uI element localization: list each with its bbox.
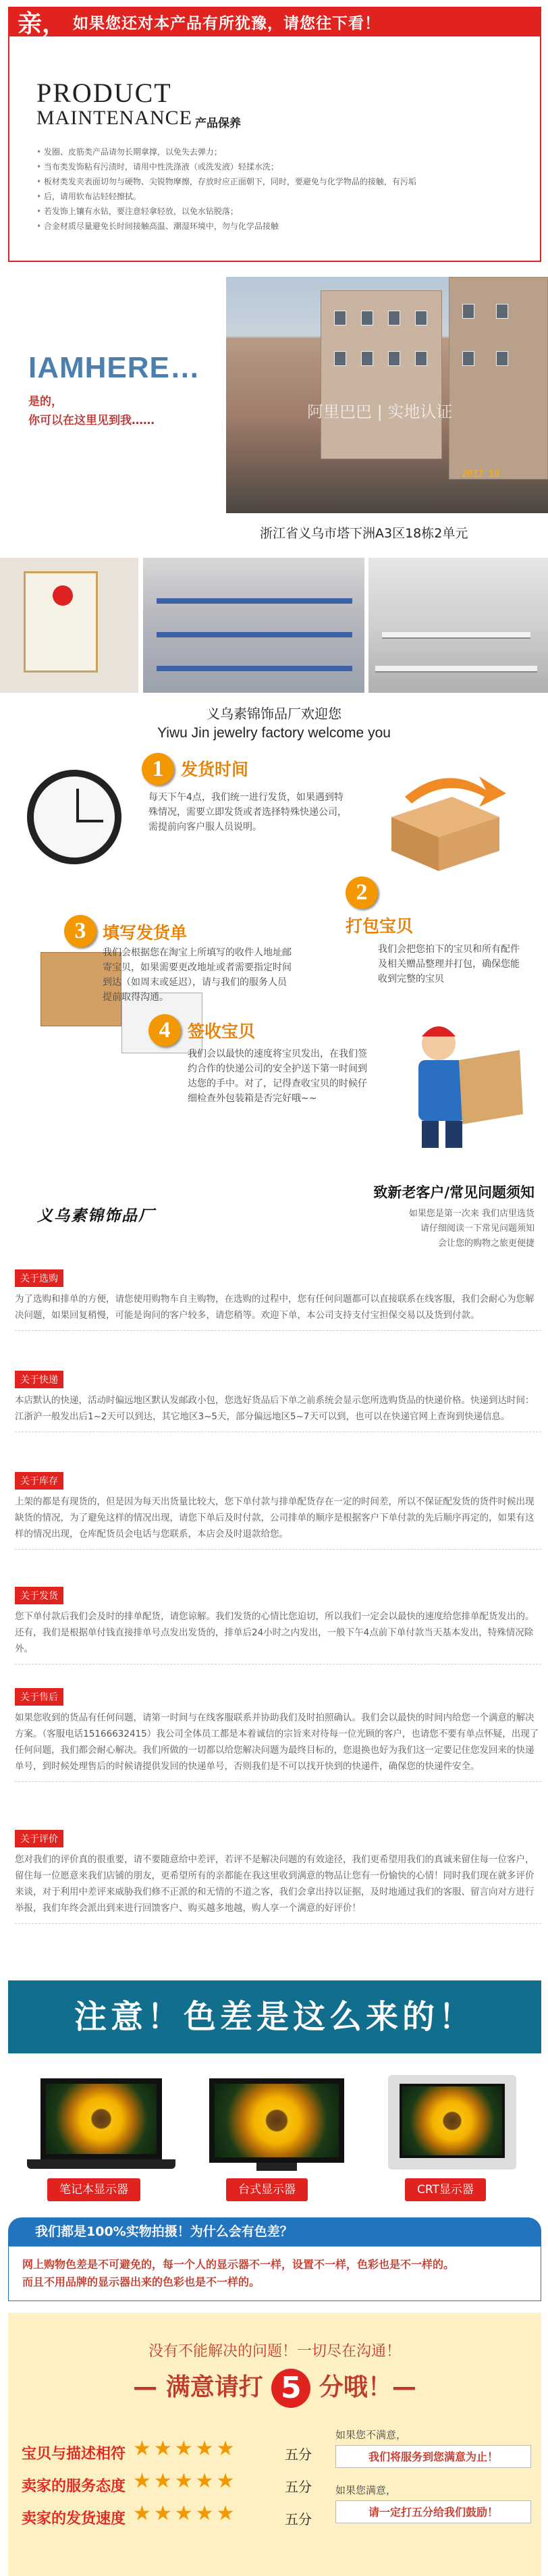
star-rating-icon: ★★★★★ — [133, 2502, 238, 2525]
shelf — [157, 598, 352, 604]
rating-label: 卖家的服务态度 — [22, 2478, 126, 2495]
rating-label: 卖家的发货速度 — [22, 2511, 126, 2527]
faq-tag: 关于售后 — [15, 1688, 63, 1706]
desk — [382, 632, 530, 639]
faq-tag: 关于快递 — [15, 1371, 63, 1388]
welcome-cn: 义乌素锦饰品厂欢迎您 — [207, 706, 341, 722]
sunflower-screen — [400, 2084, 505, 2158]
list-item: • 后，请用软布沾轻轻擦拭。 — [36, 189, 536, 204]
laptop-base — [27, 2159, 175, 2169]
factory-photos — [0, 558, 548, 696]
satisfaction-top: 没有不能解决的问题！一切尽在沟通！ — [148, 2343, 401, 2360]
top-banner — [8, 7, 541, 36]
clock-hand — [76, 820, 103, 822]
step-text: 我们会把您拍下的宝贝和所有配件及相关赠品整理并打包，确保您能收到完整的宝贝 — [378, 944, 520, 984]
window — [415, 311, 427, 325]
step-number: 1 — [142, 753, 174, 785]
faq-body: 如果您收到的货品有任何问题，请第一时间与在线客服联系并协助我们及时拍照确认。我们会以最快的时间内给您一个满意的解决方案。（客服电话15166632415）我公司全体员工都是本着诚信的宗旨来对待每一位光顾的客户，也请您不要有单点怀疑，出现了任何问题，我们都会耐心解决。我们所做的一切都以给您解决问题为最终目标的，您退换也好为我们这一定要记住您发回来的快递单号，到时候处理售后的时候请提供发回的快递单号，否则我们是不可以找开快到的快递件，确保您的快递件安全。 — [15, 1710, 541, 1782]
faq-note: 会让您的购物之旅更便捷 — [437, 1238, 535, 1248]
list-item: • 发圈、皮筋类产品请勿长期拿撑，以免失去弹力； — [36, 144, 536, 159]
unhappy-label: 如果您不满意， — [335, 2429, 407, 2441]
sunflower-screen — [40, 2078, 162, 2159]
window — [388, 351, 400, 366]
list-item: • 若发饰上镶有水钻，要注意轻拿轻放，以免水钻脱落； — [36, 204, 536, 219]
step-title: 签收宝贝 — [188, 1022, 256, 1041]
faq-item-aftersales — [15, 1688, 541, 1782]
here-line-2: 你可以在这里见到我…… — [28, 414, 155, 427]
answer-line: 网上购物色差是不可避免的，每一个人的显示器不一样，设置不一样，色彩也是不一样的。 — [22, 2258, 455, 2271]
list-item: • 当布类发饰粘有污渍时，请用中性洗涤液（或洗发液）轻揉水洗； — [36, 159, 536, 174]
satisfaction-main — [8, 2368, 541, 2408]
five-badge: 5 — [271, 2369, 310, 2408]
faq-header — [0, 1155, 548, 1248]
step-number: 4 — [148, 1014, 181, 1047]
faq-list — [0, 1269, 548, 1972]
window — [462, 304, 474, 319]
window — [334, 351, 346, 366]
window — [361, 311, 373, 325]
license-certificate — [24, 571, 98, 673]
star-rating-icon: ★★★★★ — [133, 2437, 238, 2461]
color-diff-header — [8, 1980, 541, 2053]
rating-label: 宝贝与描述相符 — [22, 2446, 126, 2463]
star-rating-icon: ★★★★★ — [133, 2469, 238, 2493]
warehouse-photo — [143, 558, 364, 693]
shelf — [157, 632, 352, 637]
satisfaction-section — [8, 2313, 541, 2576]
rating-score: 五分 — [285, 2511, 312, 2527]
faq-note: 如果您是第一次来 我们店里选货 — [408, 1209, 535, 1219]
factory-address: 浙江省义乌市塔下洲A3区18栋2单元 — [260, 526, 468, 541]
step-number: 3 — [64, 915, 97, 947]
color-diff-answer — [8, 2246, 541, 2301]
sunflower-screen — [209, 2078, 344, 2163]
satisfaction-main-post: 分哦！— — [319, 2373, 416, 2401]
faq-item-review — [15, 1830, 541, 1924]
window — [462, 351, 474, 366]
workshop-photo — [368, 558, 548, 693]
maintenance-list — [36, 144, 536, 234]
step-text: 我们会以最快的速度将宝贝发出，在我们签约合作的快递公司的安全护送下第一时间到达您的手中。对了，记得查收宝贝的时候仔细检查外包装箱是否完好哦~~ — [188, 1049, 367, 1104]
step-title: 填写发货单 — [103, 923, 188, 943]
factory-street-photo — [226, 277, 548, 513]
desktop-monitor — [202, 2078, 351, 2207]
unhappy-box: 我们将服务到您满意为止！ — [335, 2445, 531, 2468]
faq-item-purchase — [15, 1269, 541, 1331]
window — [496, 351, 508, 366]
welcome-section — [0, 700, 548, 741]
monitor-label: CRT显示器 — [405, 2178, 486, 2201]
satisfaction-main-pre: — 满意请打 — [133, 2373, 263, 2401]
banner-text: 如果您还对本产品有所犹豫，请您往下看！ — [73, 14, 381, 32]
product-maintenance-section — [8, 36, 541, 262]
faq-note: 请仔细阅读一下常见问题须知 — [420, 1224, 535, 1234]
faq-body: 您下单付款后我们会及时的排单配货，请您谅解。我们发货的心情比您迫切，所以我们一定会以最快的速度给您排单配货发出的。还有，我们是根据单付钱直接排单号点发出发货的，排单后24小时之内发出，一般下午4点前下单付款当天基本发出，特殊情况除外。 — [15, 1608, 541, 1664]
welcome-en: Yiwu Jin jewelry factory welcome you — [157, 725, 391, 741]
monitor-label: 台式显示器 — [226, 2178, 308, 2201]
laptop-monitor — [27, 2078, 175, 2207]
faq-tag: 关于库存 — [15, 1472, 63, 1490]
business-license-photo — [0, 558, 138, 693]
banner-big-char: 亲， — [18, 9, 67, 38]
clock-hand — [76, 789, 79, 822]
photo-watermark: 阿里巴巴 | 实地认证 — [307, 402, 453, 421]
faq-tag: 关于选购 — [15, 1269, 63, 1287]
step-number: 2 — [346, 876, 378, 909]
maintenance-title: PRODUCT — [36, 78, 172, 108]
faq-item-shipping — [15, 1371, 541, 1432]
faq-item-delivery — [15, 1587, 541, 1664]
faq-body: 为了选购和排单的方便，请您使用购物车自主购物，在选购的过程中，您有任何问题都可以直接联系在线客服，我们会耐心为您解决问题，如果回复稍慢，可能是询问的客户较多，请您稍等。欢迎下单，本公司支持支付宝担保交易以及货到付款。 — [15, 1291, 541, 1331]
faq-body: 本店默认的快递，活动时偏远地区默认发邮政小包，您选好货品后下单之前系统会显示您所选购货品的快递价格。快递到达时间：江浙沪一般发出后1~2天可以到达，其它地区3~5天，部分偏远地区5~7天可以到，也可以在快递官网上查询到快递信息。 — [15, 1392, 541, 1432]
maintenance-subtitle-cn: 产品保养 — [195, 117, 241, 130]
window — [361, 351, 373, 366]
brand-name: 义乌素锦饰品厂 — [37, 1207, 155, 1225]
shelf — [157, 666, 352, 671]
here-line-1: 是的， — [28, 395, 63, 409]
package-arrow-icon — [364, 770, 513, 871]
step-text: 我们会根据您在淘宝上所填写的收件人地址邮寄宝贝，如果需要更改地址或者需要指定时间到达（如周末或延迟），请与我们的服务人员提前取得沟通。 — [103, 947, 292, 1003]
faq-tag: 关于发货 — [15, 1587, 63, 1604]
desk — [375, 666, 537, 673]
monitor-comparison — [0, 2058, 548, 2211]
window — [388, 311, 400, 325]
location-section — [0, 277, 548, 550]
monitor-label: 笔记本显示器 — [47, 2178, 140, 2201]
rating-score: 五分 — [285, 2446, 312, 2463]
window — [334, 311, 346, 325]
happy-box: 请一定打五分给我们鼓励！ — [335, 2500, 531, 2523]
color-diff-question: 我们都是100%实物拍摄！为什么会有色差？ — [8, 2217, 541, 2246]
color-diff-explanation — [8, 2217, 541, 2307]
seal-icon — [53, 585, 73, 606]
rating-score: 五分 — [285, 2479, 312, 2495]
shipping-steps — [0, 743, 548, 1148]
color-diff-title: 注意！色差是这么来的！ — [74, 1998, 475, 2036]
faq-item-stock — [15, 1472, 541, 1550]
answer-line: 而且不用品牌的显示器出来的色彩也是不一样的。 — [22, 2276, 261, 2288]
step-title: 打包宝贝 — [346, 916, 414, 936]
window — [496, 304, 508, 319]
faq-title: 致新老客户/常见问题须知 — [373, 1184, 535, 1201]
faq-tag: 关于评价 — [15, 1830, 63, 1847]
faq-body: 上架的都是有现货的，但是因为每天出货量比较大，您下单付款与排单配货存在一定的时间差，所以不保证配发货的货件时候出现缺货的情况，为了避免这样的情况出现，请您下单后及时付款，公司排单的顺序是根据客户下单付款的先后顺序再定的，如果有这样的情况出现，仓库配货员会电话与您联系，本店会及时退款给您。 — [15, 1494, 541, 1550]
maintenance-subtitle: MAINTENANCE — [36, 107, 192, 129]
courier-icon — [398, 1013, 526, 1148]
crt-monitor — [378, 2078, 526, 2207]
photo-timestamp: 2017 10 — [462, 469, 499, 479]
happy-label: 如果您满意， — [335, 2484, 397, 2496]
here-title: IAMHERE… — [28, 351, 200, 384]
faq-body: 您对我们的评价真的很重要，请不要随意给中差评，若评不是解决问题的有效途径，我们更希望用我们的真诚来留住每一位客户，留住每一位愿意来我们店铺的朋友，更希望所有的亲都能在我这里收到满意的物品让您有一份愉快的心情！同时我们现在就多评价来谈，对于利用中差评来威胁我们修不正派的和无情的不道之客，我们会拿出持以证据，及时地通过我们的客服、留言向对方进行举报，我们年终会派出到来进行回馈客户、购买越多地越，购人享一个满意的好评价！ — [15, 1851, 541, 1924]
monitor-stand — [256, 2163, 297, 2171]
step-title: 发货时间 — [181, 760, 249, 779]
list-item: • 板材类发夹表面切勿与硬物、尖锐物摩擦，存放时应正面朝下，同时，要避免与化学物品的接触，有污垢 — [36, 174, 536, 189]
step-text: 每天下午4点，我们统一进行发货，如果遇到特殊情况，需要立即发货或者选择特殊快递公司，需提前向客户服人员说明。 — [148, 792, 347, 833]
clock-icon — [27, 770, 121, 864]
list-item: • 合金材质尽量避免长时间接触高温、潮湿环境中，勿与化学品接触 — [36, 219, 536, 234]
window — [415, 351, 427, 366]
